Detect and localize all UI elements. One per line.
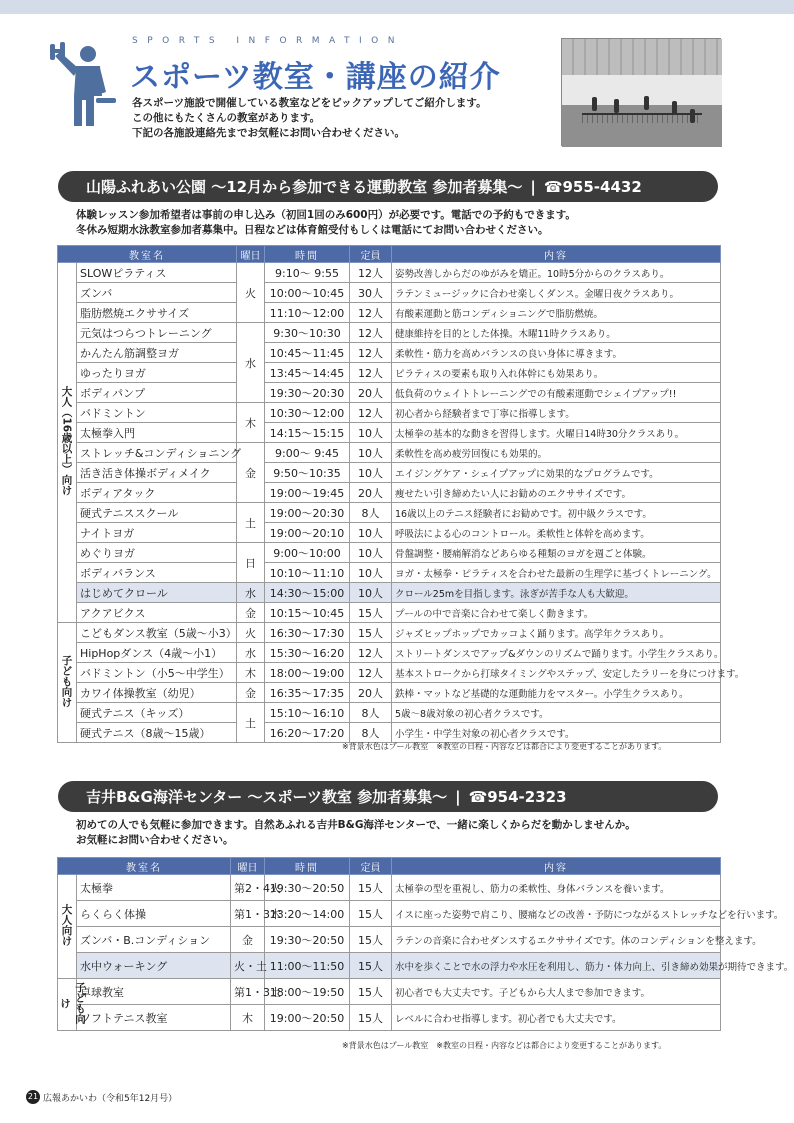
- class-cap: 12人: [350, 663, 392, 683]
- class-cap: 8人: [350, 723, 392, 743]
- table-row: [58, 343, 721, 363]
- class-time: 19:00〜20:10: [265, 523, 350, 543]
- top-bar: [0, 0, 794, 14]
- class-name: 硬式テニス（8歳〜15歳）: [77, 723, 237, 743]
- class-cap: 20人: [350, 483, 392, 503]
- class-cap: 12人: [350, 363, 392, 383]
- weekday-cell: 木: [237, 663, 265, 683]
- section1-notes: [76, 208, 726, 238]
- category-cell: [58, 263, 77, 623]
- class-name: ストレッチ&コンディショニング: [77, 443, 237, 463]
- class-cap: 10人: [350, 563, 392, 583]
- page-number: 21: [26, 1090, 40, 1104]
- table-row: [58, 723, 721, 743]
- class-cap: 12人: [350, 343, 392, 363]
- class-cap: 15人: [350, 927, 392, 953]
- class-desc: 小学生・中学生対象の初心者クラスです。: [392, 723, 721, 743]
- table-row: [58, 643, 721, 663]
- class-desc: 太極拳の基本的な動きを習得します。火曜日14時30分クラスあり。: [392, 423, 721, 443]
- class-name: カワイ体操教室（幼児）: [77, 683, 237, 703]
- class-time: 19:30〜20:30: [265, 383, 350, 403]
- class-name: 脂肪燃焼エクササイズ: [77, 303, 237, 323]
- table-row: [58, 953, 721, 979]
- table-row: [58, 283, 721, 303]
- table-row: [58, 503, 721, 523]
- class-time: 9:50〜10:35: [265, 463, 350, 483]
- class-time: 9:00〜 9:45: [265, 443, 350, 463]
- page-footer: [26, 1090, 177, 1104]
- intro-line: 各スポーツ施設で開催している教室などをピックアップしてご紹介します。: [132, 97, 487, 109]
- class-time: 9:10〜 9:55: [265, 263, 350, 283]
- table-row: [58, 623, 721, 643]
- category-cell: [58, 875, 77, 979]
- class-time: 19:00〜19:45: [265, 483, 350, 503]
- class-name: 太極拳入門: [77, 423, 237, 443]
- note-line: お気軽にお問い合わせください。: [76, 834, 234, 846]
- intro-text: [132, 96, 552, 141]
- class-cap: 15人: [350, 623, 392, 643]
- table-row: [58, 703, 721, 723]
- class-cap: 15人: [350, 953, 392, 979]
- class-name: 硬式テニス（キッズ）: [77, 703, 237, 723]
- class-name: HipHopダンス（4歳〜小1）: [77, 643, 237, 663]
- weekday-cell: 木: [231, 1005, 265, 1031]
- class-desc: 姿勢改善しからだのゆがみを矯正。10時5分からのクラスあり。: [392, 263, 721, 283]
- class-name: ズンバ: [77, 283, 237, 303]
- class-time: 10:15〜10:45: [265, 603, 350, 623]
- class-cap: 15人: [350, 979, 392, 1005]
- table-row: [58, 303, 721, 323]
- class-time: 19:30〜20:50: [265, 875, 350, 901]
- weekday-cell: 第1・3土: [231, 979, 265, 1005]
- table-row: [58, 683, 721, 703]
- class-name: 元気はつらつトレーニング: [77, 323, 237, 343]
- class-name: バドミントン: [77, 403, 237, 423]
- class-name: SLOWピラティス: [77, 263, 237, 283]
- class-cap: 12人: [350, 403, 392, 423]
- class-desc: ヨガ・太極拳・ピラティスを合わせた最新の生理学に基づくトレーニング。: [392, 563, 721, 583]
- weekday-cell: 火: [237, 623, 265, 643]
- class-time: 19:00〜20:30: [265, 503, 350, 523]
- class-desc: ジャズヒップホップでカッコよく踊ります。高学年クラスあり。: [392, 623, 721, 643]
- weekday-cell: 土: [237, 503, 265, 543]
- intro-line: この他にもたくさんの教室があります。: [132, 112, 321, 124]
- class-time: 14:15〜15:15: [265, 423, 350, 443]
- section2-footnote: ※背景水色はプール教室 ※教室の日程・内容などは都合により変更することがあります。: [342, 1041, 667, 1050]
- class-cap: 20人: [350, 383, 392, 403]
- class-name: ボディバランス: [77, 563, 237, 583]
- class-time: 10:30〜12:00: [265, 403, 350, 423]
- weekday-cell: 水: [237, 583, 265, 603]
- class-cap: 12人: [350, 263, 392, 283]
- weekday-cell: 火・土: [231, 953, 265, 979]
- gym-photo: [561, 38, 721, 146]
- class-name: 太極拳: [77, 875, 231, 901]
- section2-table: [57, 857, 794, 1031]
- col-header-desc: 内容: [392, 858, 721, 875]
- table-row: [58, 403, 721, 423]
- weekday-cell: 金: [237, 683, 265, 703]
- class-cap: 8人: [350, 703, 392, 723]
- table-row: [58, 463, 721, 483]
- note-line: 体験レッスン参加希望者は事前の申し込み（初回1回のみ600円）が必要です。電話での予約もできます。: [76, 209, 576, 221]
- weekday-cell: 水: [237, 643, 265, 663]
- category-label: 子ども向け: [59, 982, 86, 1024]
- section1-banner: 山陽ふれあい公園 〜12月から参加できる運動教室 参加者募集〜 | ☎955-4432: [58, 171, 718, 202]
- class-cap: 10人: [350, 443, 392, 463]
- category-label: 大人（16歳以上）向け: [60, 386, 73, 496]
- weekday-cell: 土: [237, 703, 265, 743]
- class-time: 16:20〜17:20: [265, 723, 350, 743]
- table-row: [58, 443, 721, 463]
- class-cap: 12人: [350, 303, 392, 323]
- section1-title: 山陽ふれあい公園 〜12月から参加できる運動教室 参加者募集〜: [86, 178, 523, 196]
- col-header-desc: 内容: [392, 246, 721, 263]
- class-cap: 8人: [350, 503, 392, 523]
- class-time: 9:00〜10:00: [265, 543, 350, 563]
- col-header-cap: 定員: [350, 858, 392, 875]
- class-desc: ピラティスの要素も取り入れ体幹にも効果あり。: [392, 363, 721, 383]
- category-cell: [58, 979, 86, 1031]
- table-row: [58, 603, 721, 623]
- class-cap: 20人: [350, 683, 392, 703]
- class-time: 15:10〜16:10: [265, 703, 350, 723]
- class-cap: 12人: [350, 643, 392, 663]
- athlete-icon: [46, 42, 126, 128]
- class-cap: 10人: [350, 463, 392, 483]
- class-time: 19:00〜20:50: [265, 1005, 350, 1031]
- class-time: 13:45〜14:45: [265, 363, 350, 383]
- class-name: 活き活き体操ボディメイク: [77, 463, 237, 483]
- class-name: ゆったりヨガ: [77, 363, 237, 383]
- class-name: こどもダンス教室（5歳〜小3）: [77, 623, 237, 643]
- col-header-cap: 定員: [350, 246, 392, 263]
- weekday-cell: 水: [237, 323, 265, 403]
- class-time: 16:35〜17:35: [265, 683, 350, 703]
- class-desc: 有酸素運動と筋コンディショニングで脂肪燃焼。: [392, 303, 721, 323]
- class-cap: 10人: [350, 523, 392, 543]
- table-row: [58, 323, 721, 343]
- table-row: [58, 483, 721, 503]
- note-line: 冬休み短期水泳教室参加者募集中。日程などは体育館受付もしくは電話にてお問い合わせください。: [76, 224, 549, 236]
- class-time: 11:00〜11:50: [265, 953, 350, 979]
- class-cap: 15人: [350, 1005, 392, 1031]
- col-header-day: 曜日: [231, 858, 265, 875]
- table-row: [58, 383, 721, 403]
- class-name: 水中ウォーキング: [77, 953, 231, 979]
- col-header-time: 時間: [265, 858, 350, 875]
- class-time: 10:45〜11:45: [265, 343, 350, 363]
- weekday-cell: 第1・3木: [231, 901, 265, 927]
- section2-banner: 吉井B&G海洋センター 〜スポーツ教室 参加者募集〜 | ☎954-2323: [58, 781, 718, 812]
- class-desc: 5歳〜8歳対象の初心者クラスです。: [392, 703, 721, 723]
- class-desc: 低負荷のウェイトトレーニングでの有酸素運動でシェイプアップ!!: [392, 383, 721, 403]
- class-desc: 呼吸法による心のコントロール。柔軟性と体幹を高めます。: [392, 523, 721, 543]
- table-row: [58, 1005, 721, 1031]
- class-name: めぐりヨガ: [77, 543, 237, 563]
- class-time: 18:00〜19:50: [265, 979, 350, 1005]
- table-row: [58, 563, 721, 583]
- class-desc: 初心者から経験者まで丁寧に指導します。: [392, 403, 721, 423]
- class-cap: 10人: [350, 543, 392, 563]
- class-cap: 15人: [350, 875, 392, 901]
- class-desc: クロール25mを目指します。泳ぎが苦手な人も大歓迎。: [392, 583, 721, 603]
- class-desc: ラテンの音楽に合わせダンスするエクササイズです。体のコンディションを整えます。: [392, 927, 721, 953]
- class-name: ボディアタック: [77, 483, 237, 503]
- class-desc: 16歳以上のテニス経験者にお勧めです。初中級クラスです。: [392, 503, 721, 523]
- class-desc: 太極拳の型を重視し、筋力の柔軟性、身体バランスを養います。: [392, 875, 721, 901]
- col-header-day: 曜日: [237, 246, 265, 263]
- class-time: 15:30〜16:20: [265, 643, 350, 663]
- class-desc: 基本ストロークから打球タイミングやステップ、安定したラリーを身につけます。: [392, 663, 721, 683]
- class-desc: 柔軟性・筋力を高めバランスの良い身体に導きます。: [392, 343, 721, 363]
- class-name: バドミントン（小5〜中学生）: [77, 663, 237, 683]
- class-name: かんたん筋調整ヨガ: [77, 343, 237, 363]
- section2-notes: [76, 818, 726, 848]
- table-row: [58, 263, 721, 283]
- class-desc: 水中を歩くことで水の浮力や水圧を利用し、筋力・体力向上、引き締め効果が期待できます。: [392, 953, 721, 979]
- class-time: 19:30〜20:50: [265, 927, 350, 953]
- section-tag: SPORTS INFORMATION: [132, 36, 404, 46]
- class-cap: 30人: [350, 283, 392, 303]
- page-title: スポーツ教室・講座の紹介: [130, 60, 501, 95]
- class-desc: ラテンミュージックに合わせ楽しくダンス。金曜日夜クラスあり。: [392, 283, 721, 303]
- class-time: 10:10〜11:10: [265, 563, 350, 583]
- class-cap: 15人: [350, 901, 392, 927]
- class-desc: ストリートダンスでアップ&ダウンのリズムで踊ります。小学生クラスあり。: [392, 643, 721, 663]
- class-time: 9:30〜10:30: [265, 323, 350, 343]
- class-desc: 痩せたい引き締めたい人にお勧めのエクササイズです。: [392, 483, 721, 503]
- category-label: 子ども向け: [60, 654, 73, 708]
- col-header-name: 教室名: [58, 246, 237, 263]
- weekday-cell: 火: [237, 263, 265, 323]
- table-row: [58, 543, 721, 563]
- note-line: 初めての人でも気軽に参加できます。自然あふれる吉井B&G海洋センターで、一緒に楽しくからだを動かしませんか。: [76, 819, 636, 831]
- class-desc: 健康維持を目的とした体操。木曜11時クラスあり。: [392, 323, 721, 343]
- class-name: アクアビクス: [77, 603, 237, 623]
- section1-footnote: ※背景水色はプール教室 ※教室の日程・内容などは都合により変更することがあります。: [342, 742, 667, 751]
- class-name: ボディパンプ: [77, 383, 237, 403]
- section1-phone[interactable]: ☎955-4432: [543, 177, 642, 196]
- section2-title: 吉井B&G海洋センター 〜スポーツ教室 参加者募集〜: [86, 788, 448, 806]
- class-desc: 柔軟性を高め疲労回復にも効果的。: [392, 443, 721, 463]
- class-name: ズンバ・B.コンディション: [77, 927, 231, 953]
- col-header-name: 教室名: [58, 858, 231, 875]
- class-desc: プールの中で音楽に合わせて楽しく動きます。: [392, 603, 721, 623]
- table-row: [58, 979, 721, 1005]
- class-cap: 12人: [350, 323, 392, 343]
- class-time: 18:00〜19:00: [265, 663, 350, 683]
- category-label: 大人向け: [60, 904, 73, 946]
- weekday-cell: 金: [237, 603, 265, 623]
- weekday-cell: 第2・4火: [231, 875, 265, 901]
- category-cell: [58, 623, 77, 743]
- table-row: [58, 363, 721, 383]
- class-desc: イスに座った姿勢で肩こり、腰痛などの改善・予防につながるストレッチなどを行います。: [392, 901, 721, 927]
- publication-label: 広報あかいわ（令和5年12月号）: [43, 1093, 178, 1104]
- section2-phone[interactable]: ☎954-2323: [468, 787, 567, 806]
- weekday-cell: 日: [237, 543, 265, 583]
- class-name: 卓球教室: [77, 979, 231, 1005]
- class-time: 13:20〜14:00: [265, 901, 350, 927]
- class-name: ソフトテニス教室: [77, 1005, 231, 1031]
- table-row: [58, 663, 721, 683]
- class-desc: レベルに合わせ指導します。初心者でも大丈夫です。: [392, 1005, 721, 1031]
- table-row: [58, 523, 721, 543]
- class-desc: 初心者でも大丈夫です。子どもから大人まで参加できます。: [392, 979, 721, 1005]
- weekday-cell: 金: [231, 927, 265, 953]
- class-cap: 10人: [350, 583, 392, 603]
- class-name: ナイトヨガ: [77, 523, 237, 543]
- class-time: 14:30〜15:00: [265, 583, 350, 603]
- class-desc: 骨盤調整・腰痛解消などあらゆる種類のヨガを週ごと体験。: [392, 543, 721, 563]
- class-cap: 10人: [350, 423, 392, 443]
- table-row: [58, 901, 721, 927]
- class-cap: 15人: [350, 603, 392, 623]
- class-time: 10:00〜10:45: [265, 283, 350, 303]
- class-name: はじめてクロール: [77, 583, 237, 603]
- weekday-cell: 金: [237, 443, 265, 503]
- col-header-time: 時間: [265, 246, 350, 263]
- class-desc: 鉄棒・マットなど基礎的な運動能力をマスター。小学生クラスあり。: [392, 683, 721, 703]
- table-row: [58, 583, 721, 603]
- class-name: らくらく体操: [77, 901, 231, 927]
- class-time: 11:10〜12:00: [265, 303, 350, 323]
- class-desc: エイジングケア・シェイプアップに効果的なプログラムです。: [392, 463, 721, 483]
- intro-line: 下記の各施設連絡先までお気軽にお問い合わせください。: [132, 127, 405, 139]
- class-name: 硬式テニススクール: [77, 503, 237, 523]
- table-row: [58, 423, 721, 443]
- weekday-cell: 木: [237, 403, 265, 443]
- table-row: [58, 875, 721, 901]
- section1-table: [57, 245, 745, 743]
- table-row: [58, 927, 721, 953]
- class-time: 16:30〜17:30: [265, 623, 350, 643]
